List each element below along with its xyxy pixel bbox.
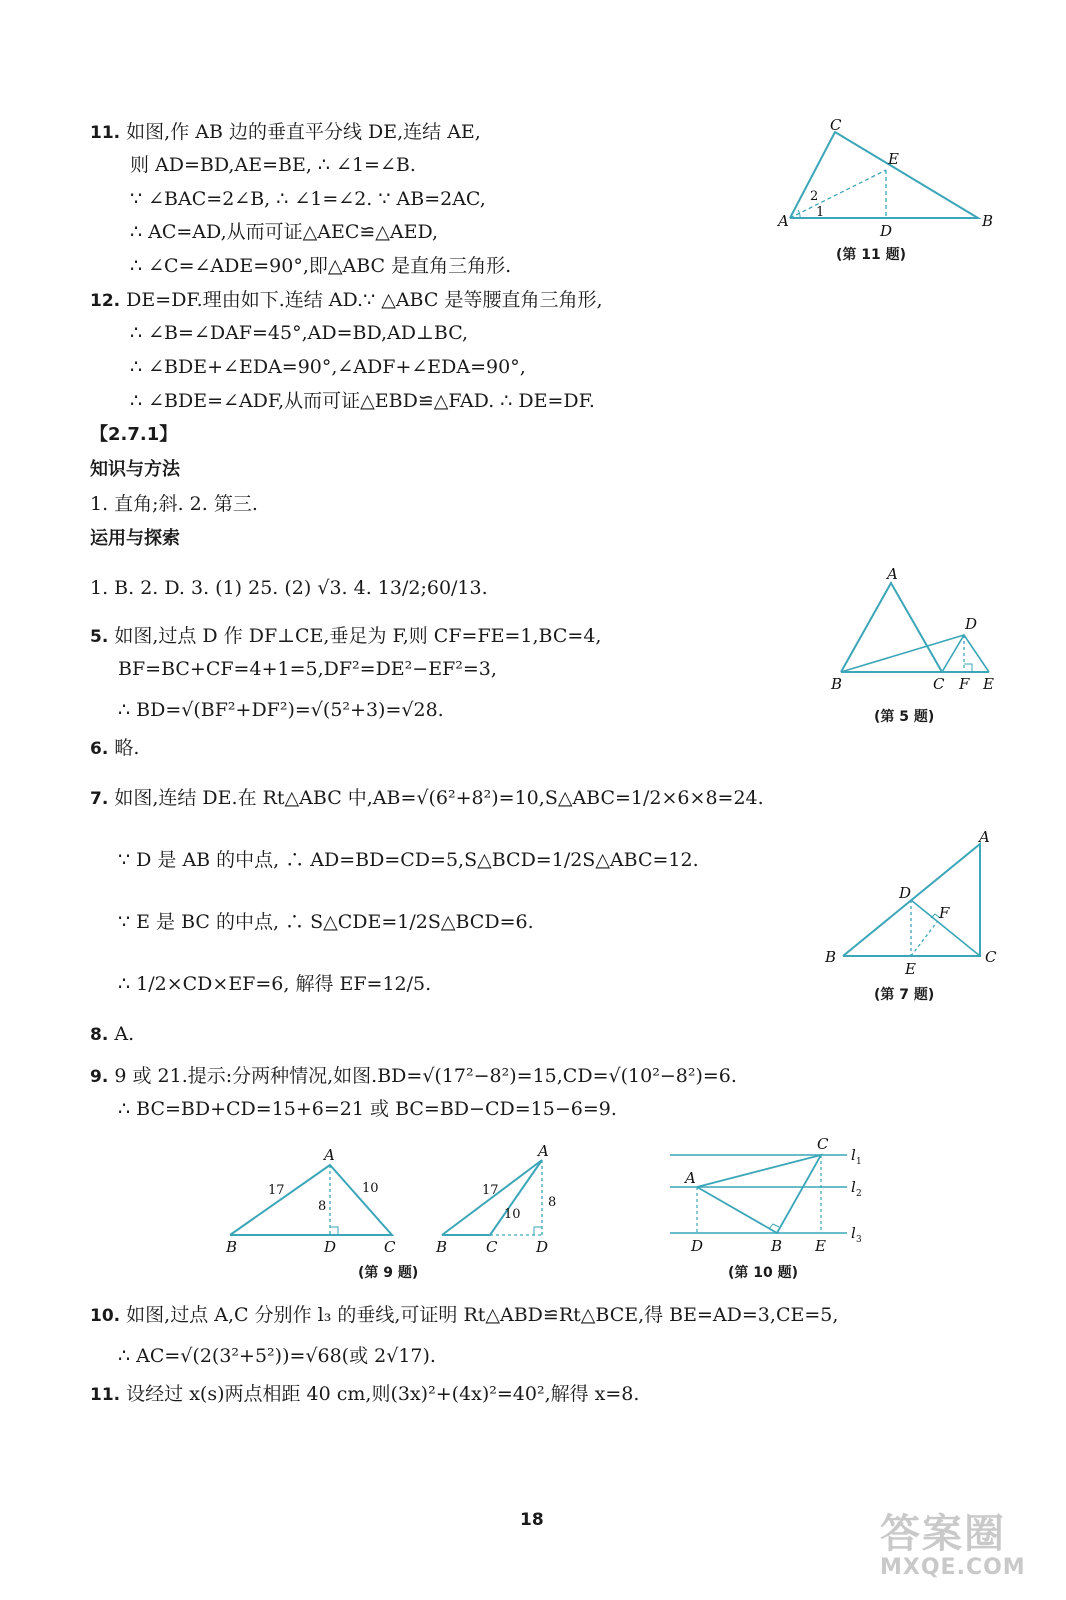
line-12-a: 12. DE=DF.理由如下.连结 AD.∵ △ABC 是等腰直角三角形, <box>90 289 603 311</box>
svg-text:B: B <box>825 948 837 966</box>
svg-text:8: 8 <box>548 1195 557 1210</box>
svg-text:C: C <box>933 675 945 693</box>
line-5-b: BF=BC+CF=4+1=5,DF²=DE²−EF²=3, <box>118 658 497 680</box>
svg-text:B: B <box>436 1238 448 1256</box>
svg-text:D: D <box>899 884 912 902</box>
line-9-a: 9. 9 或 21.提示:分两种情况,如图.BD=√(17²−8²)=15,CD=√(10²−8²)=6. <box>90 1065 737 1087</box>
line-6: 6. 略. <box>90 737 140 759</box>
svg-text:D: D <box>691 1237 704 1255</box>
svg-text:B: B <box>982 212 994 230</box>
svg-text:C: C <box>384 1238 396 1256</box>
svg-text:E: E <box>983 675 994 693</box>
line-10-b: ∴ AC=√(2(3²+5²))=√68(或 2√17). <box>118 1345 436 1367</box>
svg-text:F: F <box>939 904 950 922</box>
caption-fig10: (第 10 题) <box>728 1265 799 1281</box>
svg-text:B: B <box>771 1237 783 1255</box>
watermark-line1: 答案圈 <box>880 1511 1006 1557</box>
watermark <box>880 1512 1026 1580</box>
svg-text:17: 17 <box>482 1183 499 1198</box>
svg-text:3: 3 <box>856 1235 862 1245</box>
svg-text:10: 10 <box>504 1207 521 1222</box>
line-12-c: ∴ ∠BDE+∠EDA=90°,∠ADF+∠EDA=90°, <box>130 356 526 378</box>
svg-text:B: B <box>831 675 843 693</box>
svg-text:8: 8 <box>318 1199 327 1214</box>
svg-text:B: B <box>226 1238 238 1256</box>
svg-text:l: l <box>851 1146 856 1164</box>
line-5-c: ∴ BD=√(BF²+DF²)=√(5²+3)=√28. <box>118 699 444 721</box>
line-11-c: ∵ ∠BAC=2∠B, ∴ ∠1=∠2. ∵ AB=2AC, <box>130 188 486 210</box>
line-11-d: ∴ AC=AD,从而可证△AEC≌△AED, <box>130 221 439 243</box>
svg-text:C: C <box>486 1238 498 1256</box>
caption-fig9: (第 9 题) <box>358 1265 419 1281</box>
watermark-line2: MXQE.COM <box>880 1555 1026 1580</box>
svg-text:A: A <box>778 212 789 230</box>
svg-text:A: A <box>685 1169 696 1187</box>
line-7-a: 7. 如图,连结 DE.在 Rt△ABC 中,AB=√(6²+8²)=10,S△ABC=1/2×6×8=24. <box>90 787 764 809</box>
line-5-a: 5. 如图,过点 D 作 DF⊥CE,垂足为 F,则 CF=FE=1,BC=4, <box>90 625 602 647</box>
section-2-7-1: 【2.7.1】 <box>90 424 178 445</box>
svg-text:F: F <box>959 675 970 693</box>
caption-fig7: (第 7 题) <box>874 987 935 1003</box>
line-km-answers: 1. 直角;斜. 2. 第三. <box>90 493 258 515</box>
line-7-d: ∴ 1/2×CD×EF=6, 解得 EF=12/5. <box>118 973 432 995</box>
svg-text:1: 1 <box>816 205 825 220</box>
svg-text:E: E <box>905 960 916 978</box>
line-11-a: 11. 如图,作 AB 边的垂直平分线 DE,连结 AE, <box>90 121 481 143</box>
svg-text:E: E <box>888 150 899 168</box>
svg-text:A: A <box>887 565 898 583</box>
line-11-b: 则 AD=BD,AE=BE, ∴ ∠1=∠B. <box>130 154 416 176</box>
caption-fig5: (第 5 题) <box>874 709 935 725</box>
line-9-b: ∴ BC=BD+CD=15+6=21 或 BC=BD−CD=15−6=9. <box>118 1098 617 1120</box>
line-12-b: ∴ ∠B=∠DAF=45°,AD=BD,AD⊥BC, <box>130 322 469 344</box>
figure-10 <box>665 1135 875 1260</box>
page-number: 18 <box>520 1510 544 1530</box>
svg-text:D: D <box>324 1238 337 1256</box>
figure-11 <box>770 116 1000 240</box>
svg-text:D: D <box>965 615 978 633</box>
line-7-b: ∵ D 是 AB 的中点, ∴ AD=BD=CD=5,S△BCD=1/2S△ABC=12. <box>118 849 699 871</box>
svg-text:17: 17 <box>268 1183 285 1198</box>
line-7-c: ∵ E 是 BC 的中点, ∴ S△CDE=1/2S△BCD=6. <box>118 911 534 933</box>
caption-fig11: (第 11 题) <box>836 247 907 263</box>
svg-text:A: A <box>979 828 990 846</box>
svg-text:C: C <box>830 116 842 134</box>
svg-text:C: C <box>985 948 997 966</box>
svg-text:l: l <box>851 1178 856 1196</box>
svg-text:A: A <box>324 1146 335 1164</box>
svg-text:2: 2 <box>856 1189 862 1199</box>
heading-apply-explore: 运用与探索 <box>90 528 180 549</box>
line-12-d: ∴ ∠BDE=∠ADF,从而可证△EBD≌△FAD. ∴ DE=DF. <box>130 390 595 412</box>
svg-text:D: D <box>880 222 893 240</box>
svg-text:10: 10 <box>362 1181 379 1196</box>
svg-text:C: C <box>817 1135 829 1153</box>
line-ae-1-4: 1. B. 2. D. 3. (1) 25. (2) √3. 4. 13/2;60/13. <box>90 577 488 599</box>
figure-5 <box>825 565 1005 693</box>
svg-text:D: D <box>536 1238 549 1256</box>
svg-text:l: l <box>851 1224 856 1242</box>
line-11-final: 11. 设经过 x(s)两点相距 40 cm,则(3x)²+(4x)²=40²,解得 x=8. <box>90 1383 640 1405</box>
line-11-e: ∴ ∠C=∠ADE=90°,即△ABC 是直角三角形. <box>130 255 512 277</box>
heading-knowledge-method: 知识与方法 <box>90 459 180 480</box>
figure-7 <box>825 828 1005 978</box>
line-8: 8. A. <box>90 1023 135 1045</box>
svg-text:1: 1 <box>856 1157 862 1167</box>
svg-text:A: A <box>538 1142 549 1160</box>
svg-text:2: 2 <box>810 189 819 204</box>
svg-text:E: E <box>815 1237 826 1255</box>
figure-9 <box>220 1140 580 1255</box>
line-10-a: 10. 如图,过点 A,C 分别作 l₃ 的垂线,可证明 Rt△ABD≌Rt△BCE,得 BE=AD=3,CE=5, <box>90 1304 839 1326</box>
